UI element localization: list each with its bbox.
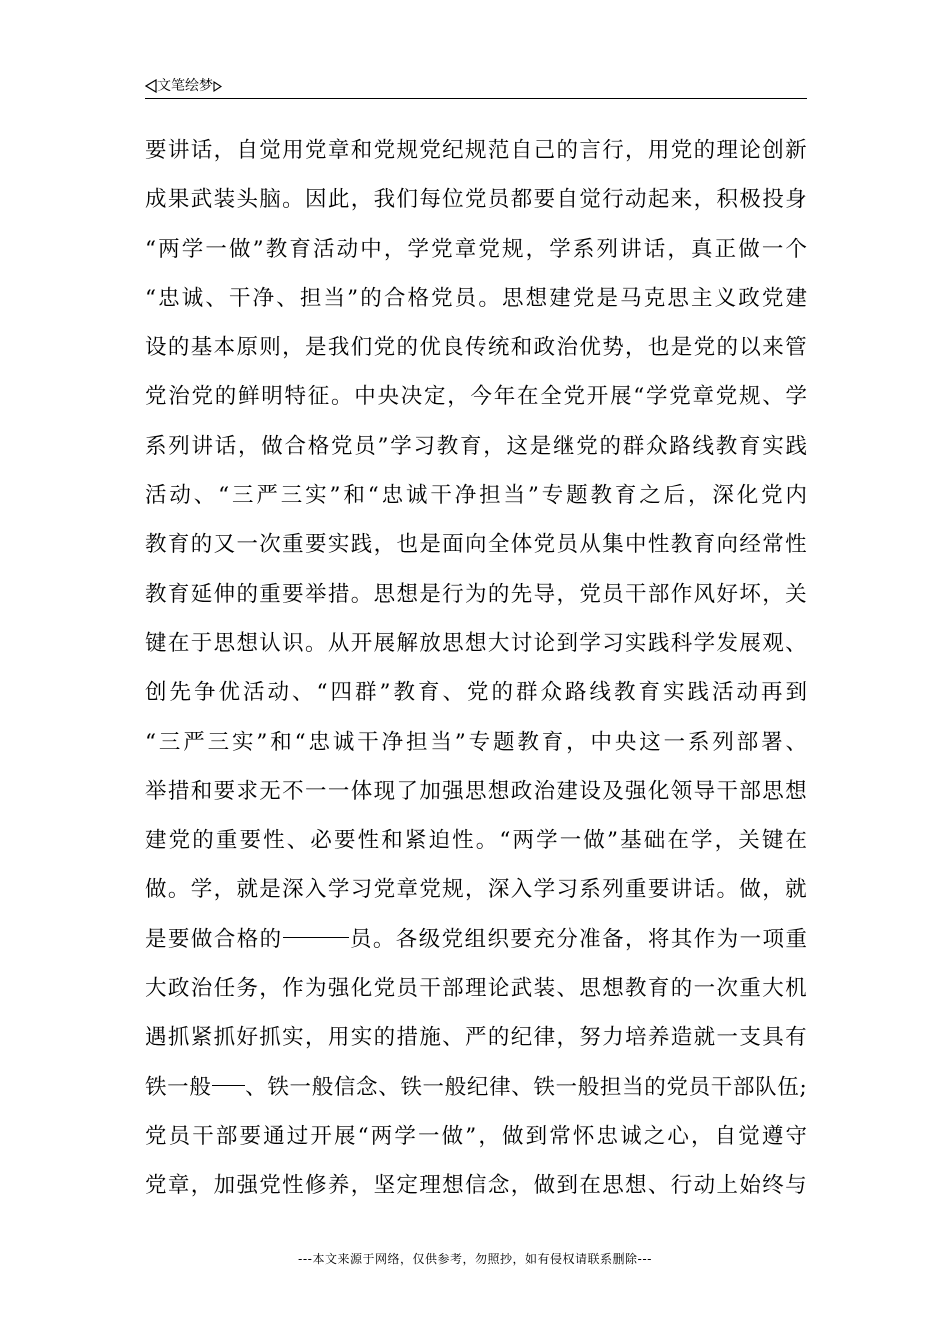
text-line: 大 政 治 任 务 ， 作 为 强 化 党 员 干 部 理 论 武 装 、 思 想 教 育 的 一 次 重 大 机 (145, 976, 807, 1002)
text-line: 成 果 武 装 头 脑 。 因 此 ， 我 们 每 位 党 员 都 要 自 觉 行 动 起 来 ， 积 极 投 身 (145, 187, 807, 213)
text-line: 是 要 做 合 格 的 员 。 各 级 党 组 织 要 充 分 准 备 ， 将 其 作 为 一 项 重 (145, 915, 807, 964)
fill-in-blank (283, 915, 349, 938)
text-line: 要 讲 话 ， 自 觉 用 党 章 和 党 规 党 纪 规 范 自 己 的 言 行 ， 用 党 的 理 论 创 新 (145, 138, 807, 163)
text-line: 铁 一 般 、 铁 一 般 信 念 、 铁 一 般 纪 律 、 铁 一 般 担 当 的 党 员 干 部 队 伍 ; (145, 1063, 807, 1112)
fill-in-blank (212, 1063, 245, 1086)
text-line: “ 两 学 一 做 ” 教 育 活 动 中 ， 学 党 章 党 规 ， 学 系 列 讲 话 ， 真 正 做 一 个 (145, 236, 807, 262)
text-line: 遇 抓 紧 抓 好 抓 实 ， 用 实 的 措 施 、 严 的 纪 律 ， 努 力 培 养 造 就 一 支 具 有 (145, 1025, 807, 1051)
text-line: 举 措 和 要 求 无 不 一 一 体 现 了 加 强 思 想 政 治 建 设 及 强 化 领 导 干 部 思 想 (145, 778, 807, 804)
page-header (145, 74, 222, 98)
text-line: 活 动 、 “ 三 严 三 实 ” 和 “ 忠 诚 干 净 担 当 ” 专 题 教 育 之 后 ， 深 化 党 内 (145, 483, 807, 509)
text-line: 教 育 延 伸 的 重 要 举 措 。 思 想 是 行 为 的 先 导 ， 党 员 干 部 作 风 好 坏 ， 关 (145, 581, 807, 607)
text-line: 创 先 争 优 活 动 、 “ 四 群 ” 教 育 、 党 的 群 众 路 线 教 育 实 践 活 动 再 到 (145, 680, 807, 706)
text-line: 建 党 的 重 要 性 、 必 要 性 和 紧 迫 性 。 “ 两 学 一 做 ” 基 础 在 学 ， 关 键 在 (145, 828, 807, 854)
text-line: 教 育 的 又 一 次 重 要 实 践 ， 也 是 面 向 全 体 党 员 从 集 中 性 教 育 向 经 常 性 (145, 532, 807, 558)
header-divider (145, 98, 807, 99)
triangle-left-icon (145, 79, 157, 93)
text-line: 党 治 党 的 鲜 明 特 征 。 中 央 决 定 ， 今 年 在 全 党 开 展 “ 学 党 章 党 规 、 学 (145, 384, 807, 410)
text-line: 系 列 讲 话 ， 做 合 格 党 员 ” 学 习 教 育 ， 这 是 继 党 的 群 众 路 线 教 育 实 践 (145, 433, 807, 459)
text-line: 做 。 学 ， 就 是 深 入 学 习 党 章 党 规 ， 深 入 学 习 系 列 重 要 讲 话 。 做 ， 就 (145, 877, 807, 903)
text-line: 党 章 ， 加 强 党 性 修 养 ， 坚 定 理 想 信 念 ， 做 到 在 思 想 、 行 动 上 始 终 与 (145, 1173, 807, 1199)
text-line: “ 三 严 三 实 ” 和 “ 忠 诚 干 净 担 当 ” 专 题 教 育 ， 中 央 这 一 系 列 部 署 、 (145, 729, 807, 755)
page-footer: ---本文来源于网络，仅供参考，勿照抄，如有侵权请联系删除--- (298, 1252, 652, 1266)
triangle-right-icon (213, 81, 222, 92)
text-line: 设 的 基 本 原 则 ， 是 我 们 党 的 优 良 传 统 和 政 治 优 势 ， 也 是 党 的 以 来 管 (145, 335, 807, 361)
header-title: 文笔绘梦 (157, 78, 213, 94)
text-line: “ 忠 诚 、 干 净 、 担 当 ” 的 合 格 党 员 。 思 想 建 党 是 马 克 思 主 义 政 党 建 (145, 285, 807, 311)
text-line: 党 员 干 部 要 通 过 开 展 “ 两 学 一 做 ” ， 做 到 常 怀 忠 诚 之 心 ， 自 觉 遵 守 (145, 1123, 807, 1149)
body-text (145, 126, 807, 1211)
text-line: 键 在 于 思 想 认 识 。 从 开 展 解 放 思 想 大 讨 论 到 学 习 实 践 科 学 发 展 观 、 (145, 630, 807, 656)
